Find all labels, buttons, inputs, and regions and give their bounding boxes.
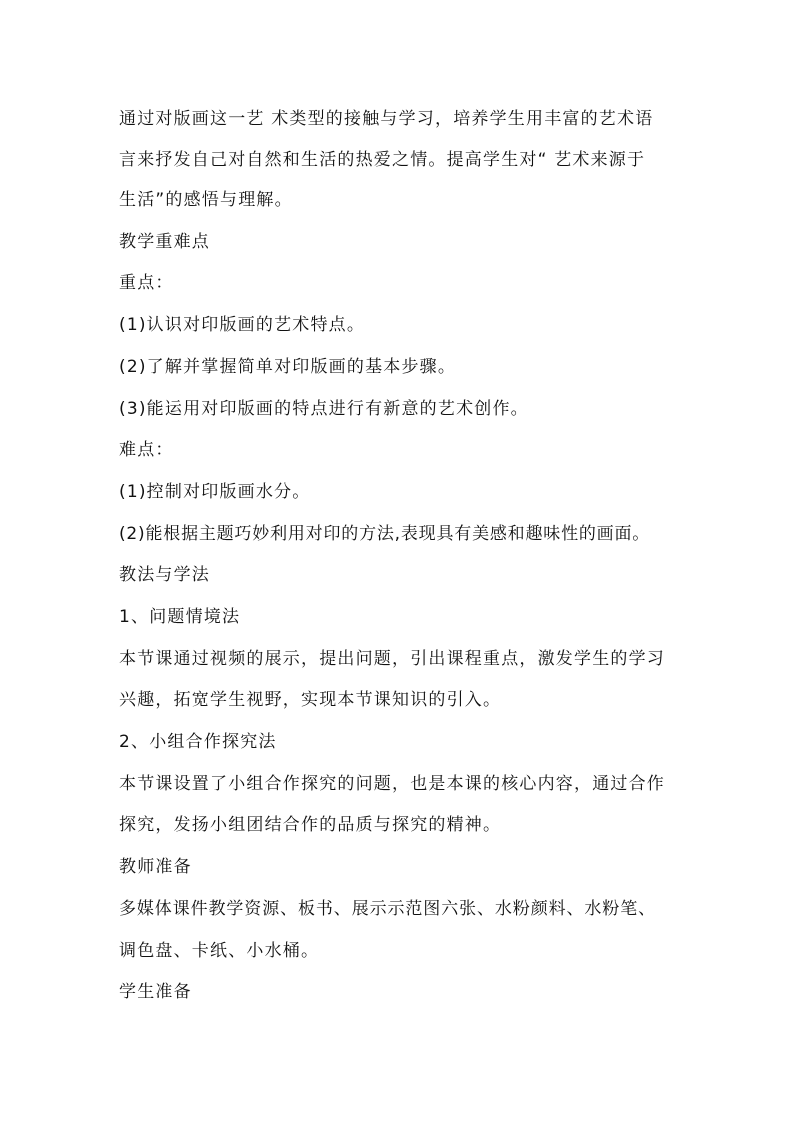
- heading-student-preparation: 学生准备: [119, 982, 192, 1002]
- method-2-text-line-1: 本节课设置了小组合作探究的问题，也是本课的核心内容，通过合作: [119, 774, 665, 794]
- heading-teaching-methods: 教法与学法: [119, 565, 210, 585]
- key-point-item-3: (3)能运用对印版画的特点进行有新意的艺术创作。: [119, 399, 529, 419]
- key-point-item-1: (1)认识对印版画的艺术特点。: [119, 315, 366, 335]
- teacher-preparation-line-1: 多媒体课件教学资源、板书、展示示范图六张、水粉颜料、水粉笔、: [119, 899, 656, 919]
- method-heading-1: 1、问题情境法: [119, 607, 241, 627]
- teacher-preparation-line-2: 调色盘、卡纸、小水桶。: [119, 941, 320, 961]
- method-heading-2: 2、小组合作探究法: [119, 732, 277, 752]
- heading-key-difficult-points: 教学重难点: [119, 232, 210, 252]
- subheading-difficult-points: 难点：: [119, 440, 174, 460]
- method-1-text-line-2: 兴趣，拓宽学生视野，实现本节课知识的引入。: [119, 690, 502, 710]
- paragraph-goal-line-2: 言来抒发自己对自然和生活的热爱之情。提高学生对“ 艺术来源于: [119, 150, 646, 170]
- paragraph-goal-line-1: 通过对版画这一艺 术类型的接触与学习，培养学生用丰富的艺术语: [119, 109, 654, 129]
- difficult-point-item-1: (1)控制对印版画水分。: [119, 482, 311, 502]
- subheading-key-points: 重点：: [119, 273, 174, 293]
- paragraph-goal-line-3: 生活”的感悟与理解。: [119, 190, 293, 210]
- method-1-text-line-1: 本节课通过视频的展示，提出问题，引出课程重点，激发学生的学习: [119, 649, 665, 669]
- method-2-text-line-2: 探究，发扬小组团结合作的品质与探究的精神。: [119, 815, 502, 835]
- key-point-item-2: (2)了解并掌握简单对印版画的基本步骤。: [119, 357, 457, 377]
- difficult-point-item-2: (2)能根据主题巧妙利用对印的方法,表现具有美感和趣味性的画面。: [119, 524, 651, 544]
- heading-teacher-preparation: 教师准备: [119, 857, 192, 877]
